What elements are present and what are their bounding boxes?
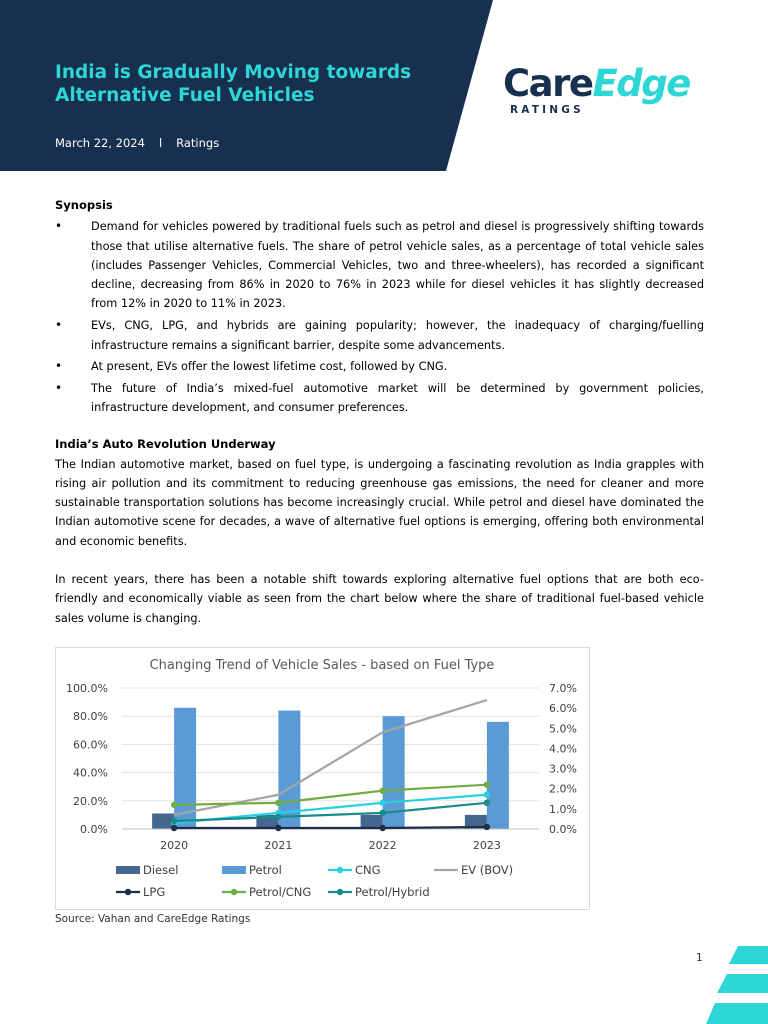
chart-title: Changing Trend of Vehicle Sales - based on Fuel Type: [149, 658, 495, 673]
point-petrol-hybrid: [171, 818, 177, 824]
legend-marker-cng: [337, 867, 343, 873]
line-petrol-cng: [174, 785, 487, 805]
report-title: [55, 61, 475, 107]
legend-swatch-diesel: [116, 866, 140, 874]
x-tick-label: 2020: [160, 839, 189, 852]
y-right-tick-label: 4.0%: [549, 742, 577, 756]
point-lpg: [171, 825, 177, 831]
y-right-tick-label: 0.0%: [549, 823, 577, 836]
y-left-tick-label: 80.0%: [73, 710, 108, 724]
y-right-tick-label: 5.0%: [549, 722, 577, 736]
y-right-tick-label: 1.0%: [549, 802, 577, 816]
careedge-logo: [503, 64, 708, 120]
point-lpg: [275, 825, 281, 831]
point-petrol-hybrid: [484, 800, 490, 806]
chart-source: Source: Vahan and CareEdge Ratings: [55, 913, 251, 925]
point-petrol-cng: [379, 788, 385, 794]
point-petrol-cng: [484, 781, 490, 787]
point-cng: [379, 800, 385, 806]
x-tick-label: 2021: [264, 839, 293, 852]
legend-label-petrol: Petrol: [249, 863, 282, 877]
point-lpg: [379, 825, 385, 831]
section-heading: India’s Auto Revolution Underway: [55, 437, 276, 452]
legend-label-petrol-cng: Petrol/CNG: [249, 885, 312, 899]
report-meta: [55, 136, 219, 150]
page-number: 1: [696, 952, 703, 964]
legend-swatch-petrol: [222, 866, 246, 874]
corner-decoration: [700, 940, 768, 1024]
synopsis-bullet: • The future of India’s mixed-fuel automotive market will be determined by government policies, infrastructure development, and consumer preferences.: [55, 379, 704, 418]
y-left-tick-label: 100.0%: [66, 682, 108, 695]
y-right-tick-label: 6.0%: [549, 702, 577, 716]
report-category: Ratings: [176, 136, 220, 150]
y-left-tick-label: 0.0%: [80, 823, 108, 836]
legend-label-lpg: LPG: [143, 885, 166, 899]
report-title-line2: Alternative Fuel Vehicles: [55, 85, 315, 106]
legend-label-ev-bov-: EV (BOV): [461, 863, 514, 877]
meta-separator: l: [158, 136, 163, 150]
point-petrol-cng: [171, 802, 177, 808]
fuel-type-chart: [55, 647, 590, 910]
legend-label-diesel: Diesel: [143, 863, 179, 877]
y-right-tick-label: 3.0%: [549, 762, 577, 776]
point-cng: [484, 792, 490, 798]
y-left-tick-label: 40.0%: [73, 766, 108, 780]
synopsis-heading: Synopsis: [55, 198, 113, 212]
report-body: [55, 196, 704, 628]
y-right-tick-label: 2.0%: [549, 782, 577, 796]
synopsis-bullet: • At present, EVs offer the lowest lifetime cost, followed by CNG.: [55, 357, 704, 376]
bar-petrol: [487, 722, 509, 829]
point-petrol-cng: [275, 800, 281, 806]
report-title-line1: India is Gradually Moving towards: [55, 62, 412, 83]
legend-label-petrol-hybrid: Petrol/Hybrid: [355, 885, 430, 899]
y-right-tick-label: 7.0%: [549, 682, 577, 695]
synopsis-bullet: • EVs, CNG, LPG, and hybrids are gaining popularity; however, the inadequacy of charging/fuelling infrastructure remains a significant barrier, despite some advancements.: [55, 316, 704, 355]
legend-marker-lpg: [125, 889, 131, 895]
report-header: [0, 0, 768, 171]
x-tick-label: 2023: [472, 839, 501, 852]
point-petrol-hybrid: [379, 810, 385, 816]
y-left-tick-label: 60.0%: [73, 738, 108, 752]
report-date: March 22, 2024: [55, 136, 145, 150]
synopsis-bullet: • Demand for vehicles powered by traditional fuels such as petrol and diesel is progressively shifting towards those that utilise alternative fuels. The share of petrol vehicle sales, as a percentage of total vehicle sales (includes Passenger Vehicles, Commercial Vehicles, two and three-wheelers), has recorded a significant decline, decreasing from 86% in 2020 to 76% in 2023 while for diesel vehicles it has slightly decreased from 12% in 2020 to 11% in 2023.: [55, 217, 704, 313]
legend-label-cng: CNG: [355, 863, 381, 877]
logo-care-text: Care: [503, 62, 593, 105]
legend-marker-petrol-hybrid: [337, 889, 343, 895]
logo-subtitle: RATINGS: [510, 104, 584, 116]
logo-edge-text: Edge: [592, 62, 690, 105]
y-left-tick-label: 20.0%: [73, 794, 108, 808]
legend-marker-petrol-cng: [231, 889, 237, 895]
bar-diesel: [152, 813, 174, 829]
chart-canvas: [56, 648, 589, 909]
point-lpg: [484, 824, 490, 830]
line-lpg: [174, 827, 487, 828]
x-tick-label: 2022: [368, 839, 397, 852]
section-paragraph-2: In recent years, there has been a notable shift towards exploring alternative fuel options that are both eco-friendly and economically viable as seen from the chart below where the share of traditional fuel-based vehicle sales volume is changing.: [55, 573, 704, 625]
section-paragraph-1: The Indian automotive market, based on fuel type, is undergoing a fascinating revolution as India grapples with rising air pollution and its commitment to reducing greenhouse gas emissions, the need for cleaner and more sustainable transportation solutions has become increasingly crucial. While petrol and diesel have dominated the Indian automotive scene for decades, a wave of alternative fuel options is emerging, offering both environmental and economic benefits.: [55, 457, 704, 548]
synopsis-list: [55, 217, 704, 417]
point-petrol-hybrid: [275, 814, 281, 820]
